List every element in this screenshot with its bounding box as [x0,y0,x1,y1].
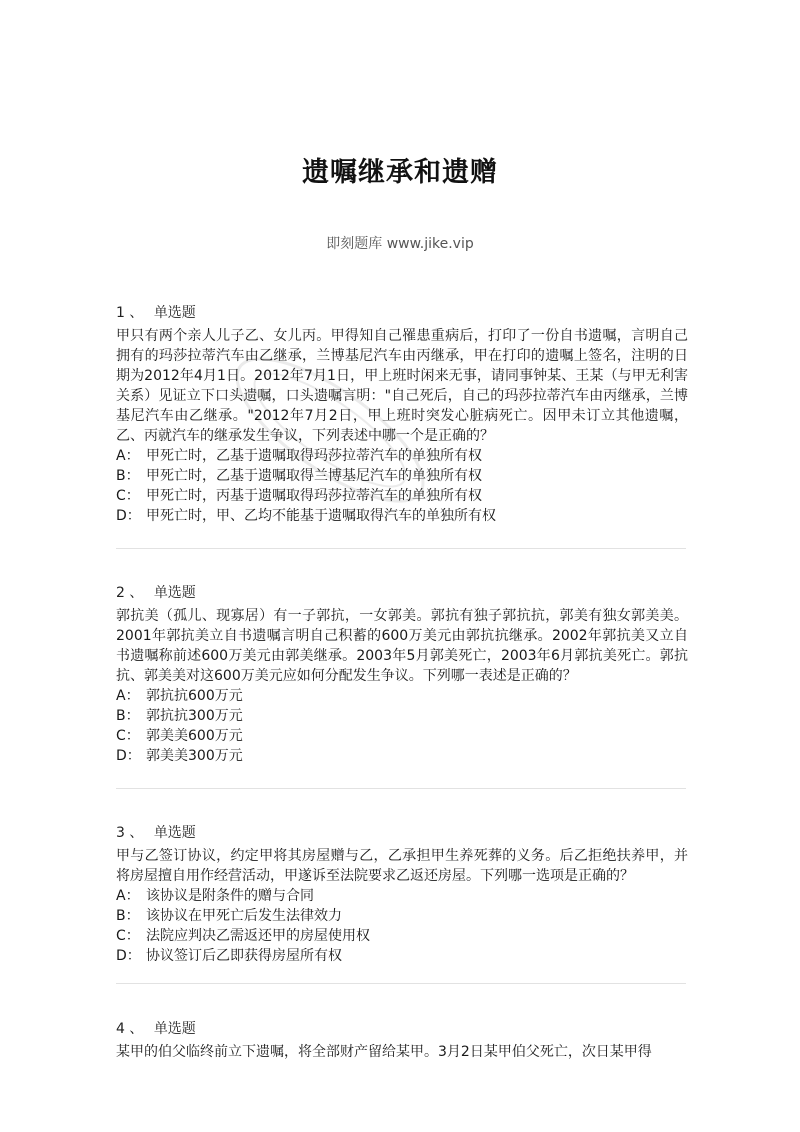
option-text: 郭抗抗600万元 [146,688,243,704]
question-number: 3 、 [116,825,144,841]
option-a[interactable] [116,686,688,706]
question-number: 2 、 [116,585,144,601]
option-text: 郭美美300万元 [146,748,243,764]
question-divider [116,983,686,984]
question-divider [116,548,686,549]
option-b[interactable] [116,466,688,486]
question-2 [116,582,688,766]
option-text: 甲死亡时，乙基于遗嘱取得兰博基尼汽车的单独所有权 [146,468,482,484]
option-letter: D： [116,948,141,964]
option-letter: B： [116,908,140,924]
question-number: 1 、 [116,305,144,321]
option-list [116,886,688,966]
option-letter: B： [116,468,140,484]
option-c[interactable] [116,726,688,746]
option-letter: A： [116,888,140,904]
option-text: 该协议是附条件的赠与合同 [146,888,314,904]
option-a[interactable] [116,446,688,466]
question-text: 郭抗美（孤儿、现寡居）有一子郭抗，一女郭美。郭抗有独子郭抗抗，郭美有独女郭美美。2001年郭抗美立自书遗嘱言明自己积蓄的600万美元由郭抗抗继承。2002年郭抗美又立自书遗嘱称前述600万美元由郭美继承。2003年5月郭美死亡，2003年6月郭抗美死亡。郭抗抗、郭美美对这600万美元应如何分配发生争议。下列哪一表述是正确的？ [116,608,688,684]
option-list [116,686,688,766]
option-d[interactable] [116,506,688,526]
option-letter: A： [116,448,140,464]
option-b[interactable] [116,906,688,926]
option-d[interactable] [116,746,688,766]
option-letter: B： [116,708,140,724]
option-letter: C： [116,928,140,944]
option-text: 郭美美600万元 [146,728,243,744]
option-letter: A： [116,688,140,704]
question-text: 甲与乙签订协议，约定甲将其房屋赠与乙，乙承担甲生养死葬的义务。后乙拒绝扶养甲，并将房屋擅自用作经营活动，甲遂诉至法院要求乙返还房屋。下列哪一选项是正确的？ [116,848,688,884]
option-d[interactable] [116,946,688,966]
document-title: 遗嘱继承和遗赠 [302,157,498,188]
option-text: 郭抗抗300万元 [146,708,243,724]
option-list [116,446,688,526]
question-type: 单选题 [153,585,196,601]
question-1 [116,302,688,526]
question-type: 单选题 [153,305,196,321]
option-text: 法院应判决乙需返还甲的房屋使用权 [146,928,370,944]
option-letter: C： [116,488,140,504]
option-letter: D： [116,508,141,524]
question-divider [116,788,686,789]
option-c[interactable] [116,486,688,506]
question-text: 甲只有两个亲人儿子乙、女儿丙。甲得知自己罹患重病后，打印了一份自书遗嘱，言明自己拥有的玛莎拉蒂汽车由乙继承，兰博基尼汽车由丙继承，甲在打印的遗嘱上签名，注明的日期为2012年4月1日。2012年7月1日，甲上班时闲来无事，请同事钟某、王某（与甲无利害关系）见证立下口头遗嘱，口头遗嘱言明："自己死后，自己的玛莎拉蒂汽车由丙继承，兰博基尼汽车由乙继承。"2012年7月2日，甲上班时突发心脏病死亡。因甲未订立其他遗嘱，乙、丙就汽车的继承发生争议，下列表述中哪一个是正确的？ [116,328,688,444]
option-b[interactable] [116,706,688,726]
option-text: 甲死亡时，丙基于遗嘱取得玛莎拉蒂汽车的单独所有权 [146,488,482,504]
question-type: 单选题 [153,1021,196,1037]
option-a[interactable] [116,886,688,906]
option-letter: D： [116,748,141,764]
option-letter: C： [116,728,140,744]
question-number: 4 、 [116,1021,144,1037]
option-text: 该协议在甲死亡后发生法律效力 [146,908,342,924]
document-subtitle: 即刻题库 www.jike.vip [326,236,474,252]
question-type: 单选题 [153,825,196,841]
option-text: 甲死亡时，甲、乙均不能基于遗嘱取得汽车的单独所有权 [146,508,496,524]
option-c[interactable] [116,926,688,946]
question-4 [116,1018,688,1062]
option-text: 协议签订后乙即获得房屋所有权 [146,948,342,964]
question-3 [116,822,688,966]
question-text: 某甲的伯父临终前立下遗嘱，将全部财产留给某甲。3月2日某甲伯父死亡，次日某甲得 [116,1044,652,1060]
option-text: 甲死亡时，乙基于遗嘱取得玛莎拉蒂汽车的单独所有权 [146,448,482,464]
